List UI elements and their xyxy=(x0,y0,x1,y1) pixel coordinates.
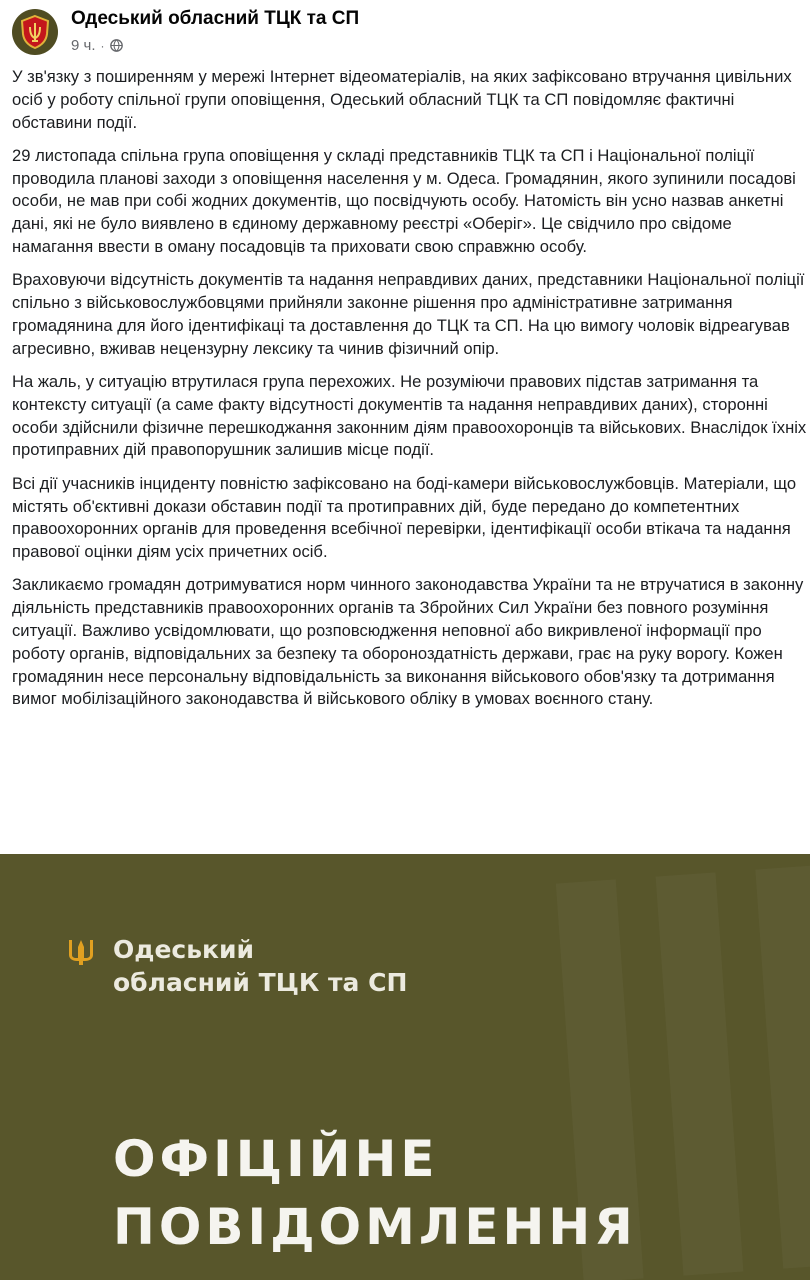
post-paragraph-6: Закликаємо громадян дотримуватися норм чинного законодавства України та не втручатися в законну діяльність представників правоохоронних органів та Збройних Сил України без повного розуміння ситуації. Важливо усвідомлювати, що розповсюдження неповної або викривленої інформації про роботу органів, відповідальних за безпеку та обороноздатність держави, грає на руку ворогу. Кожен громадянин несе персональну відповідальність за виконання військового обов'язку та дотримання вимог мобілізаційного законодавства й військового обліку в умовах воєнного стану. xyxy=(12,575,804,709)
trident-icon xyxy=(66,937,96,967)
post-paragraph-1: У зв'язку з поширенням у мережі Інтернет відеоматеріалів, на яких зафіксовано втручання цивільних осіб у роботу спільної групи оповіщення, Одеський обласний ТЦК та СП повідомляє фактичні обставини події. xyxy=(12,67,792,132)
banner-title-line-1: ОФІЦІЙНЕ xyxy=(113,1130,439,1188)
post-meta xyxy=(71,37,123,54)
post-header xyxy=(0,0,810,62)
military-emblem-icon xyxy=(19,14,51,50)
post-paragraph-3: Враховуючи відсутність документів та надання неправдивих даних, представники Національної поліції спільно з військовослужбовцями прийняли законне рішення про адміністративне затримання громадянина для його ідентифікаці та доставлення до ТЦК та СП. На цю вимогу чоловік відреагував агресивно, вживав нецензурну лексику та чинив фізичний опір. xyxy=(12,270,805,358)
post-paragraph-4: На жаль, у ситуацію втрутилася група перехожих. Не розуміючи правових підстав затримання та контексту ситуації (а саме факту відсутності документів та надання неправдивих даних), сторонні особи здійснили фізичне перешкоджання законним діям правоохоронців та військових. Внаслідок їхніх протиправних дій правопорушник залишив місце події. xyxy=(12,372,807,460)
banner-title xyxy=(113,1125,637,1261)
banner-title-line-2: ПОВІДОМЛЕННЯ xyxy=(113,1198,637,1256)
banner-org-line-1: Одеський xyxy=(113,935,255,964)
post-text xyxy=(12,66,808,722)
banner-org-name xyxy=(113,933,407,999)
post-paragraph-5: Всі дії учасників інциденту повністю зафіксовано на боді-камери військовослужбовців. Матеріали, що містять об'єктивні докази обставин події та протиправних дій, буде передано до компетентних правоохоронних органів для проведення всебічної перевірки, ідентифікації особи втікача та надання правової оцінки діям усіх причетних осіб. xyxy=(12,473,797,562)
banner-org-line-2: обласний ТЦК та СП xyxy=(113,968,408,997)
post-time[interactable]: 9 ч. xyxy=(71,37,96,54)
author-name[interactable]: Одеський обласний ТЦК та СП xyxy=(71,8,360,29)
globe-icon[interactable] xyxy=(110,39,123,52)
post-paragraph-2: 29 листопада спільна група оповіщення у складі представників ТЦК та СП і Національної поліції проводила планові заходи з оповіщення населення у м. Одеса. Громадянин, якого зупинили посадові особи, не мав при собі жодних документів, що посвідчують особу. Натомість він усно назвав анкетні дані, які не було виявлено в єдиному державному реєстрі «Оберіг». Це свідчило про свідоме намагання ввести в оману посадовців та приховати свою справжню особу. xyxy=(12,145,796,257)
avatar[interactable] xyxy=(12,9,58,55)
meta-separator: · xyxy=(100,38,105,53)
